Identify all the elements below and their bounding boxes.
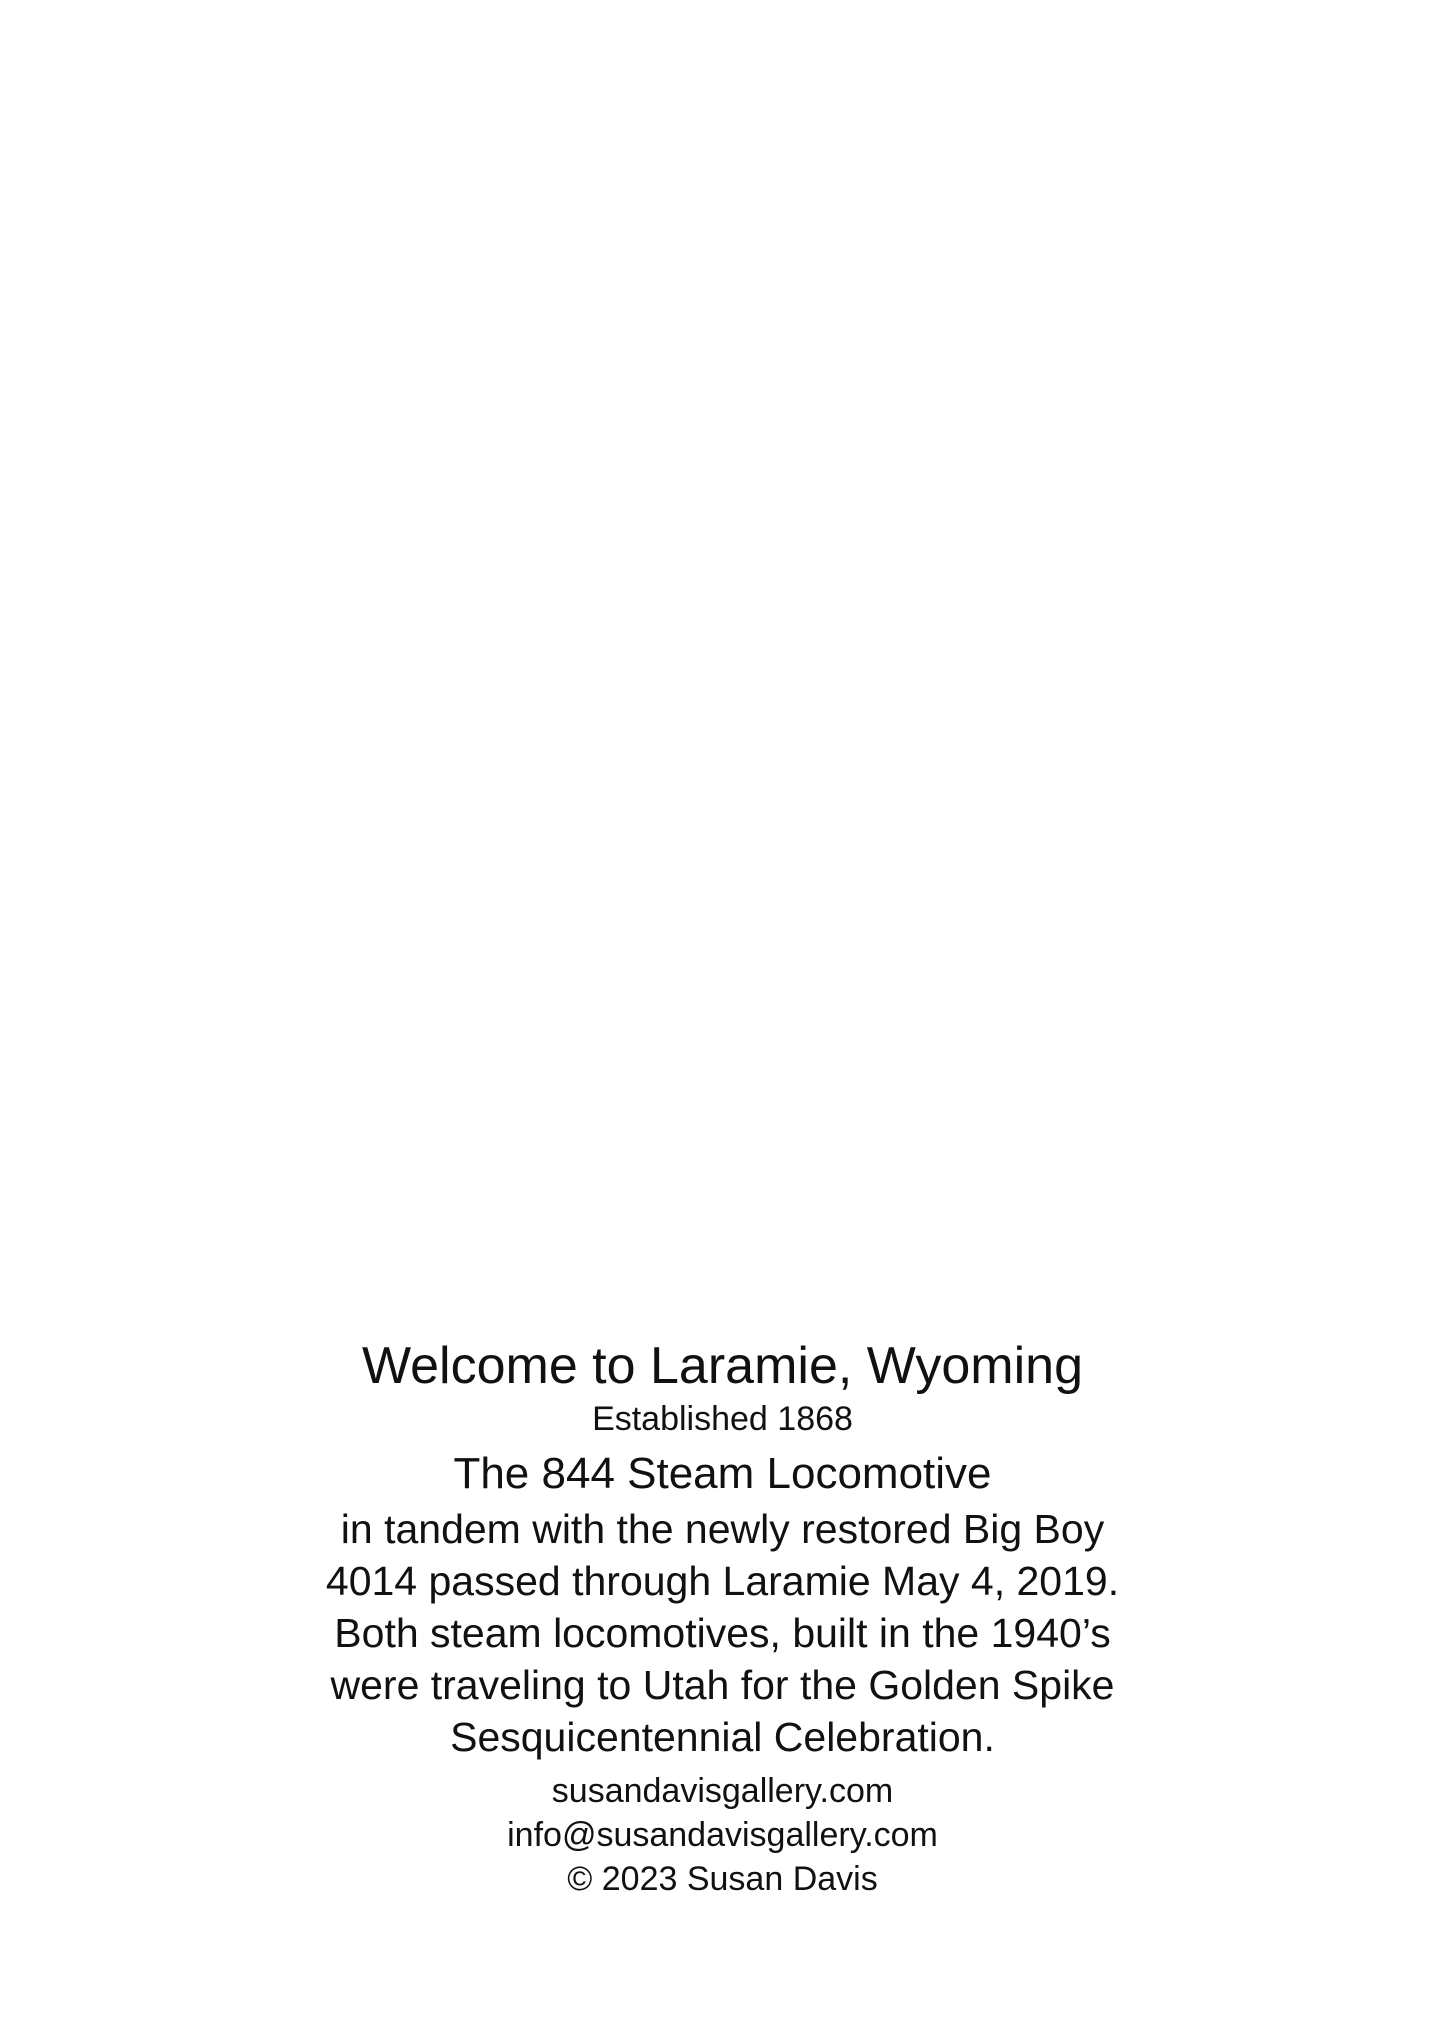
established-text: Established 1868 [592, 1400, 853, 1438]
copyright-text: © 2023 Susan Davis [567, 1860, 878, 1898]
email-text: info@susandavisgallery.com [507, 1816, 938, 1854]
body-line: in tandem with the newly restored Big Boy [340, 1506, 1105, 1552]
body-line: were traveling to Utah for the Golden Spike [330, 1662, 1115, 1708]
card-subtitle: The 844 Steam Locomotive [453, 1449, 992, 1498]
body-line: Both steam locomotives, built in the 1940’s [334, 1610, 1111, 1656]
body-line: Sesquicentennial Celebration. [450, 1714, 995, 1760]
card-text-block [0, 1335, 1445, 1901]
body-line: 4014 passed through Laramie May 4, 2019. [325, 1558, 1120, 1604]
card-title: Welcome to Laramie, Wyoming [361, 1337, 1084, 1395]
website-text: susandavisgallery.com [551, 1772, 894, 1810]
